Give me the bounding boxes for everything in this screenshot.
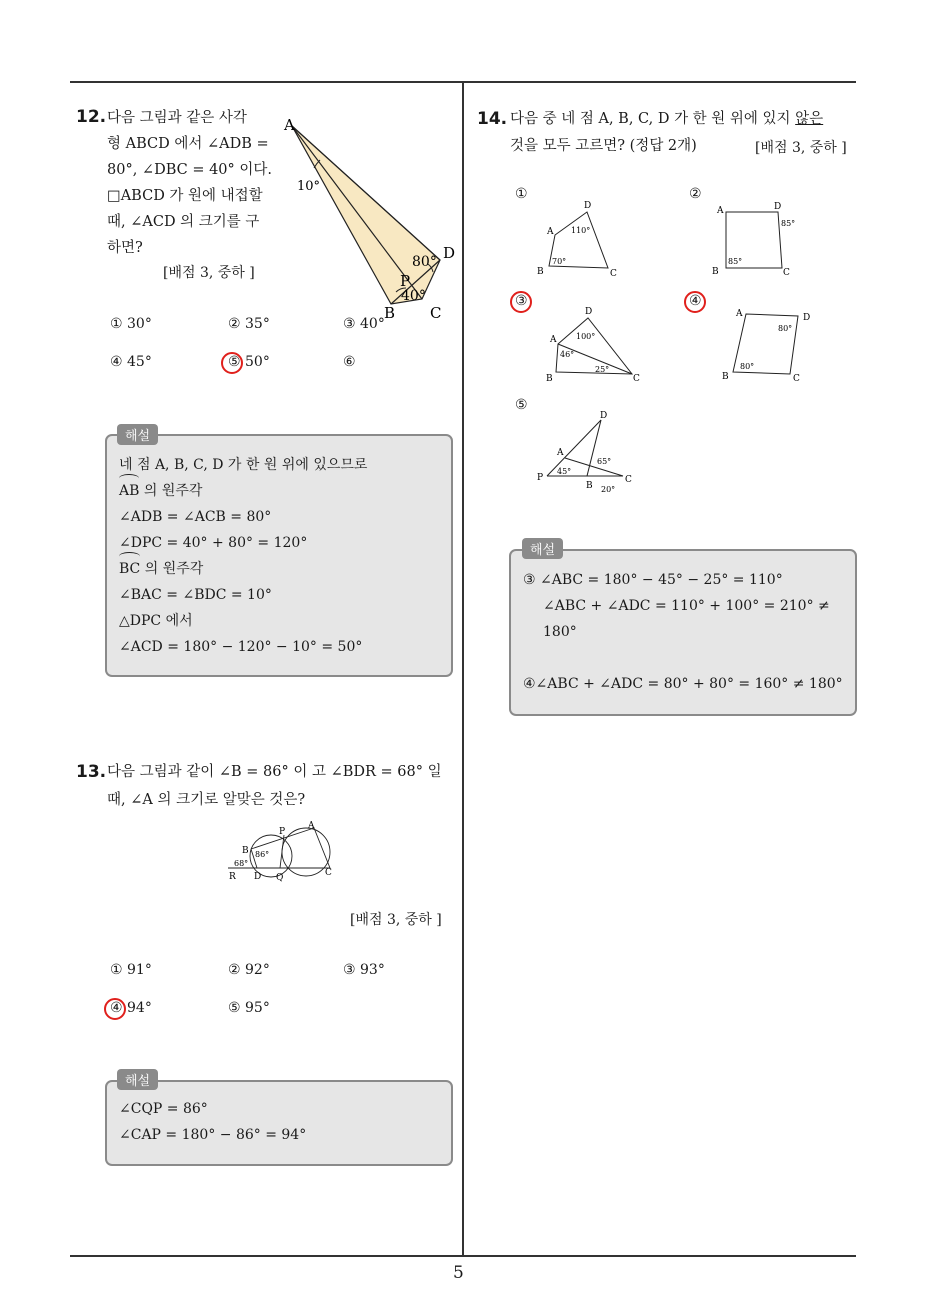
q13-fig-label: Q bbox=[276, 873, 284, 883]
q12-line: 때, ∠ACD 의 크기를 구 bbox=[107, 214, 260, 230]
q14-fig5-label: C bbox=[625, 475, 632, 485]
q14-figure-4 bbox=[718, 304, 818, 386]
q12-figure bbox=[278, 112, 463, 322]
q14-fig3-label: 25° bbox=[595, 365, 610, 374]
q12-solution-line: △DPC 에서 bbox=[119, 613, 193, 629]
q13-fig-label: R bbox=[229, 872, 236, 882]
q12-answer-mark bbox=[221, 352, 243, 374]
q14-solution-line: 180° bbox=[543, 624, 577, 640]
q14-fig5-label: P bbox=[537, 473, 544, 483]
q14-fig2-label: A bbox=[717, 206, 724, 216]
q14-fig2-label: 85° bbox=[781, 219, 796, 228]
q14-solution-line: ④∠ABC + ∠ADC = 80° + 80° = 160° ≠ 180° bbox=[523, 676, 843, 692]
q12-line: 80°, ∠DBC = 40° 이다. bbox=[107, 162, 273, 178]
q12-text bbox=[107, 105, 277, 261]
page-number: 5 bbox=[453, 1263, 464, 1283]
q14-number: 14. bbox=[477, 109, 508, 129]
q14-fig3-label: 46° bbox=[560, 350, 575, 359]
q14-fig4-label: D bbox=[803, 313, 811, 323]
q14-figure-1 bbox=[535, 198, 625, 280]
q14-fig3-label: C bbox=[633, 374, 640, 384]
q14-fig2-label: B bbox=[712, 267, 719, 277]
q13-number: 13. bbox=[76, 762, 107, 782]
q12-fig-label: B bbox=[384, 304, 396, 322]
q14-fig5-label: 65° bbox=[597, 457, 612, 466]
q13-fig-label: P bbox=[279, 827, 286, 837]
q14-fig5-label: B bbox=[586, 481, 593, 491]
q14-fig4-label: 80° bbox=[778, 324, 793, 333]
q14-fig5-label: A bbox=[557, 448, 564, 458]
q14-fig5-label: 45° bbox=[557, 467, 572, 476]
q13-line2: 때, ∠A 의 크기로 알맞은 것은? bbox=[107, 792, 306, 808]
q14-fig3-label: 100° bbox=[576, 332, 596, 341]
q13-fig-label: D bbox=[254, 872, 262, 882]
q12-fig-label: 10° bbox=[297, 179, 321, 194]
q14-underlined-word: 않은 bbox=[795, 111, 824, 127]
q12-solution-line: 네 점 A, B, C, D 가 한 원 위에 있으므로 bbox=[119, 457, 368, 473]
q12-solution-tag: 해설 bbox=[117, 424, 158, 445]
q12-solution-line: AB 의 원주각 bbox=[119, 478, 367, 504]
q14-fig2-label: D bbox=[774, 202, 782, 212]
q13-fig-label: 86° bbox=[255, 850, 270, 859]
q14-fig1-label: A bbox=[547, 227, 554, 237]
q14-solution-tag: 해설 bbox=[522, 538, 563, 559]
q14-figure-3 bbox=[540, 304, 645, 386]
q12-solution-box bbox=[105, 434, 453, 677]
q14-line2: 것을 모두 고르면? (정답 2개) bbox=[510, 138, 697, 154]
q12-number: 12. bbox=[76, 107, 107, 127]
q13-choice-5[interactable]: ⑤ 95° bbox=[228, 1000, 270, 1016]
q14-meta: [배점 3, 중하 ] bbox=[755, 140, 847, 156]
q14-line1: 다음 중 네 점 A, B, C, D 가 한 원 위에 있지 않은 bbox=[510, 111, 824, 127]
q14-choice-1[interactable]: ① bbox=[515, 186, 528, 202]
q12-choice-1[interactable]: ① 30° bbox=[110, 316, 152, 332]
q13-figure bbox=[224, 818, 342, 884]
q13-line1: 다음 그림과 같이 ∠B = 86° 이 고 ∠BDR = 68° 일 bbox=[107, 764, 442, 780]
q12-solution-line: ∠DPC = 40° + 80° = 120° bbox=[119, 535, 308, 551]
q12-choice-6[interactable]: ⑥ bbox=[343, 354, 356, 370]
q14-figure-5 bbox=[535, 408, 640, 498]
q12-solution-line: BC 의 원주각 bbox=[119, 556, 367, 582]
q13-choice-2[interactable]: ② 92° bbox=[228, 962, 270, 978]
bottom-rule bbox=[70, 1255, 856, 1257]
q12-choice-3[interactable]: ③ 40° bbox=[343, 316, 385, 332]
q13-fig-label: 68° bbox=[234, 859, 249, 868]
q12-choice-4[interactable]: ④ 45° bbox=[110, 354, 152, 370]
arc-ab: AB bbox=[119, 478, 139, 504]
q12-line: 다음 그림과 같은 사각 bbox=[107, 110, 247, 126]
q13-solution-tag: 해설 bbox=[117, 1069, 158, 1090]
q14-fig4-label: C bbox=[793, 374, 800, 384]
q14-fig5-label: 20° bbox=[601, 485, 616, 494]
q12-choice-2[interactable]: ② 35° bbox=[228, 316, 270, 332]
q12-solution-line: ∠ACD = 180° − 120° − 10° = 50° bbox=[119, 639, 363, 655]
q12-solution-line: ∠ADB = ∠ACB = 80° bbox=[119, 509, 272, 525]
q13-solution-line: ∠CAP = 180° − 86° = 94° bbox=[119, 1127, 307, 1143]
q12-fig-label: D bbox=[443, 244, 456, 262]
arc-bc: BC bbox=[119, 556, 140, 582]
q14-answer-mark-3 bbox=[510, 291, 532, 313]
q14-fig5-label: D bbox=[600, 411, 608, 421]
q12-fig-label: A bbox=[284, 116, 295, 134]
q14-fig4-label: A bbox=[736, 309, 743, 319]
q14-fig3-label: A bbox=[550, 335, 557, 345]
q12-choice-5[interactable]: ⑤ 50° bbox=[228, 354, 270, 370]
q12-fig-label: P bbox=[400, 272, 411, 290]
q14-fig3-label: B bbox=[546, 374, 553, 384]
q14-fig1-label: C bbox=[610, 269, 617, 279]
q14-fig1-label: B bbox=[537, 267, 544, 277]
q14-fig2-label: 85° bbox=[728, 257, 743, 266]
q13-choice-4[interactable]: ④ 94° bbox=[110, 1000, 152, 1016]
q13-solution-box bbox=[105, 1080, 453, 1166]
q14-choice-3[interactable]: ③ bbox=[515, 293, 528, 309]
q14-solution-box bbox=[509, 549, 857, 716]
q13-answer-mark bbox=[104, 998, 126, 1020]
q14-fig1-label: 110° bbox=[571, 226, 591, 235]
q12-line: 하면? bbox=[107, 240, 143, 256]
q12-solution-line: ∠BAC = ∠BDC = 10° bbox=[119, 587, 272, 603]
q13-solution-line: ∠CQP = 86° bbox=[119, 1101, 208, 1117]
q13-fig-label: B bbox=[242, 846, 249, 856]
q14-figure-2 bbox=[710, 198, 805, 280]
q14-fig4-label: 80° bbox=[740, 362, 755, 371]
q14-fig4-label: B bbox=[722, 372, 729, 382]
q13-fig-label: A bbox=[308, 821, 315, 831]
q12-meta: [배점 3, 중하 ] bbox=[163, 265, 255, 281]
q13-meta: [배점 3, 중하 ] bbox=[350, 912, 442, 928]
q14-fig1-label: 70° bbox=[552, 257, 567, 266]
q12-fig-label: 40° bbox=[401, 288, 426, 304]
q14-fig3-label: D bbox=[585, 307, 593, 317]
q13-choice-1[interactable]: ① 91° bbox=[110, 962, 152, 978]
q14-answer-mark-4 bbox=[684, 291, 706, 313]
q14-choice-4[interactable]: ④ bbox=[689, 293, 702, 309]
q14-choice-5[interactable]: ⑤ bbox=[515, 397, 528, 413]
q14-choice-2[interactable]: ② bbox=[689, 186, 702, 202]
q14-solution-line: ∠ABC + ∠ADC = 110° + 100° = 210° ≠ bbox=[543, 598, 830, 614]
q12-line: 형 ABCD 에서 ∠ADB = bbox=[107, 136, 269, 152]
q14-solution-line: ③ ∠ABC = 180° − 45° − 25° = 110° bbox=[523, 572, 783, 588]
q14-fig1-label: D bbox=[584, 201, 592, 211]
q12-line: □ABCD 가 원에 내접할 bbox=[107, 188, 263, 204]
q12-fig-label: 80° bbox=[412, 254, 437, 270]
q13-choice-3[interactable]: ③ 93° bbox=[343, 962, 385, 978]
q14-fig2-label: C bbox=[783, 268, 790, 278]
q12-fig-label: C bbox=[430, 304, 442, 322]
q13-fig-label: C bbox=[325, 868, 332, 878]
